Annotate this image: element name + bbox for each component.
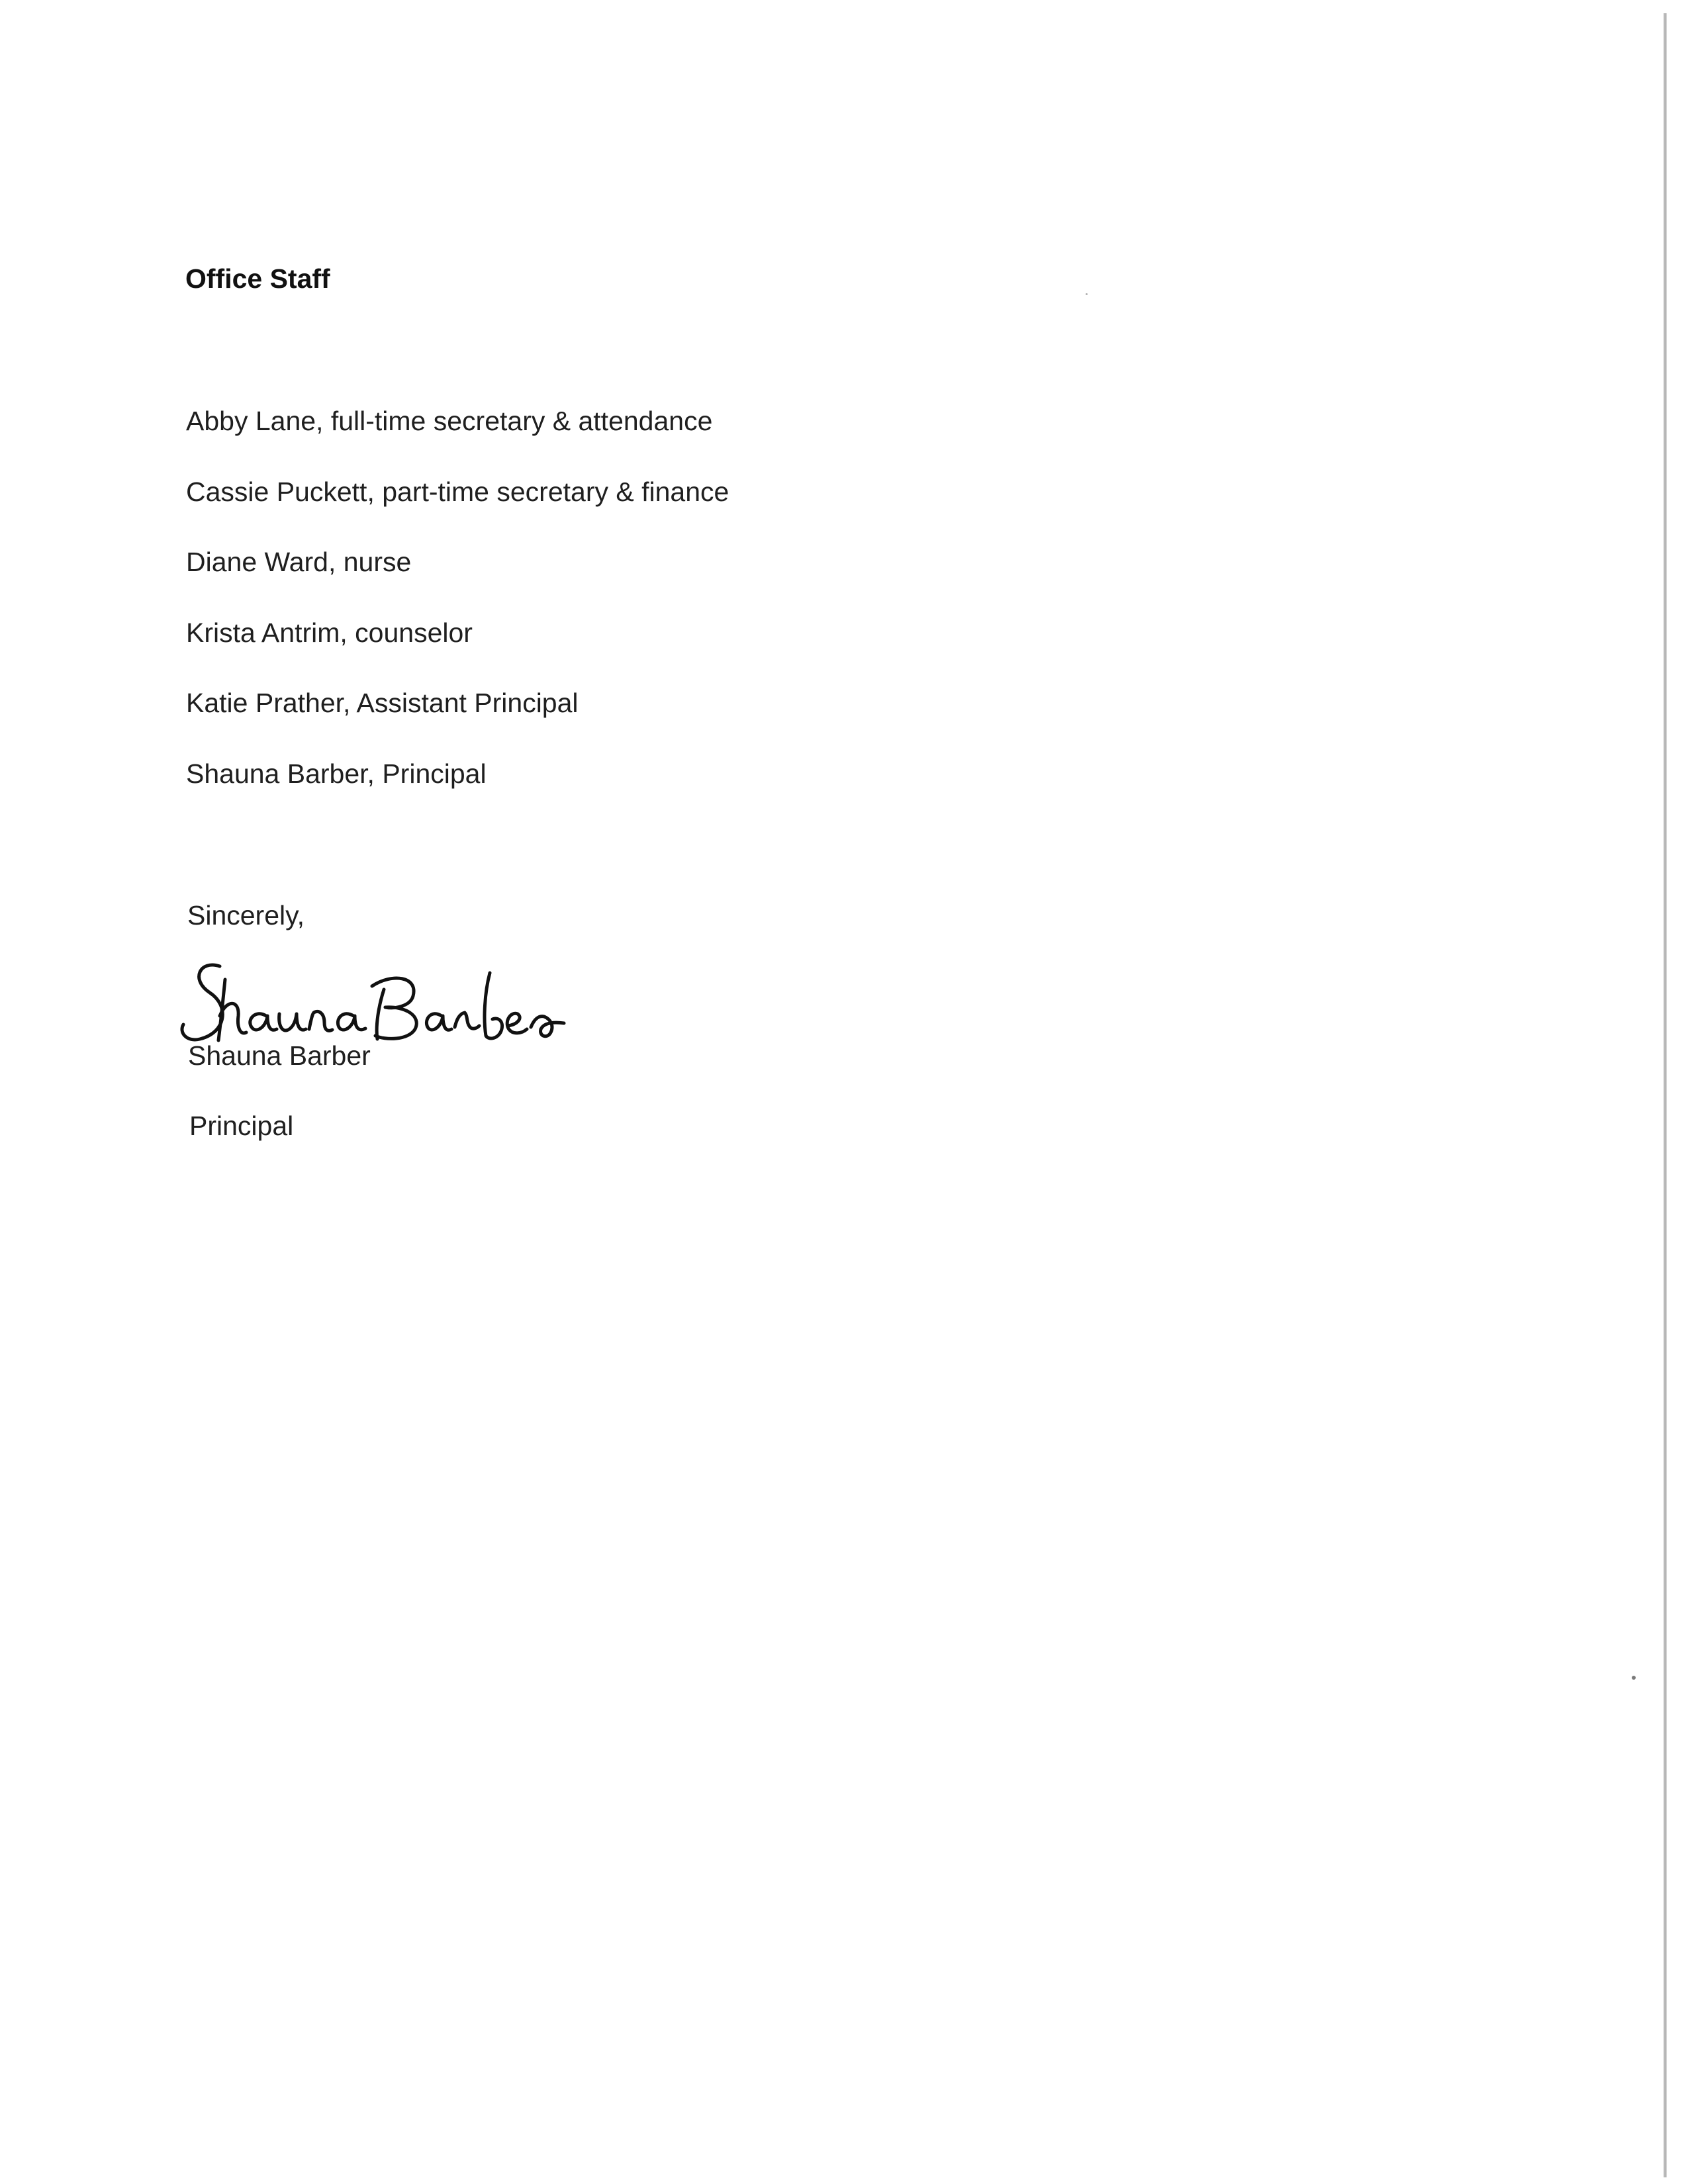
staff-list-item: Cassie Puckett, part-time secretary & finance	[186, 476, 729, 507]
scan-edge-line	[1664, 13, 1667, 2177]
staff-list-item: Krista Antrim, counselor	[186, 617, 473, 648]
staff-list	[186, 406, 729, 829]
handwritten-signature	[173, 953, 610, 1052]
staff-list-item: Abby Lane, full-time secretary & attendance	[186, 406, 713, 436]
staff-list-item: Shauna Barber, Principal	[186, 758, 487, 789]
staff-list-item: Diane Ward, nurse	[186, 547, 412, 577]
signer-name: Shauna Barber	[188, 1040, 371, 1071]
scan-speck	[1632, 1676, 1636, 1680]
page-heading: Office Staff	[185, 263, 330, 294]
staff-list-item: Katie Prather, Assistant Principal	[186, 688, 579, 718]
closing-salutation: Sincerely,	[187, 900, 305, 931]
scan-speck	[1086, 293, 1088, 295]
signer-title: Principal	[189, 1111, 294, 1141]
